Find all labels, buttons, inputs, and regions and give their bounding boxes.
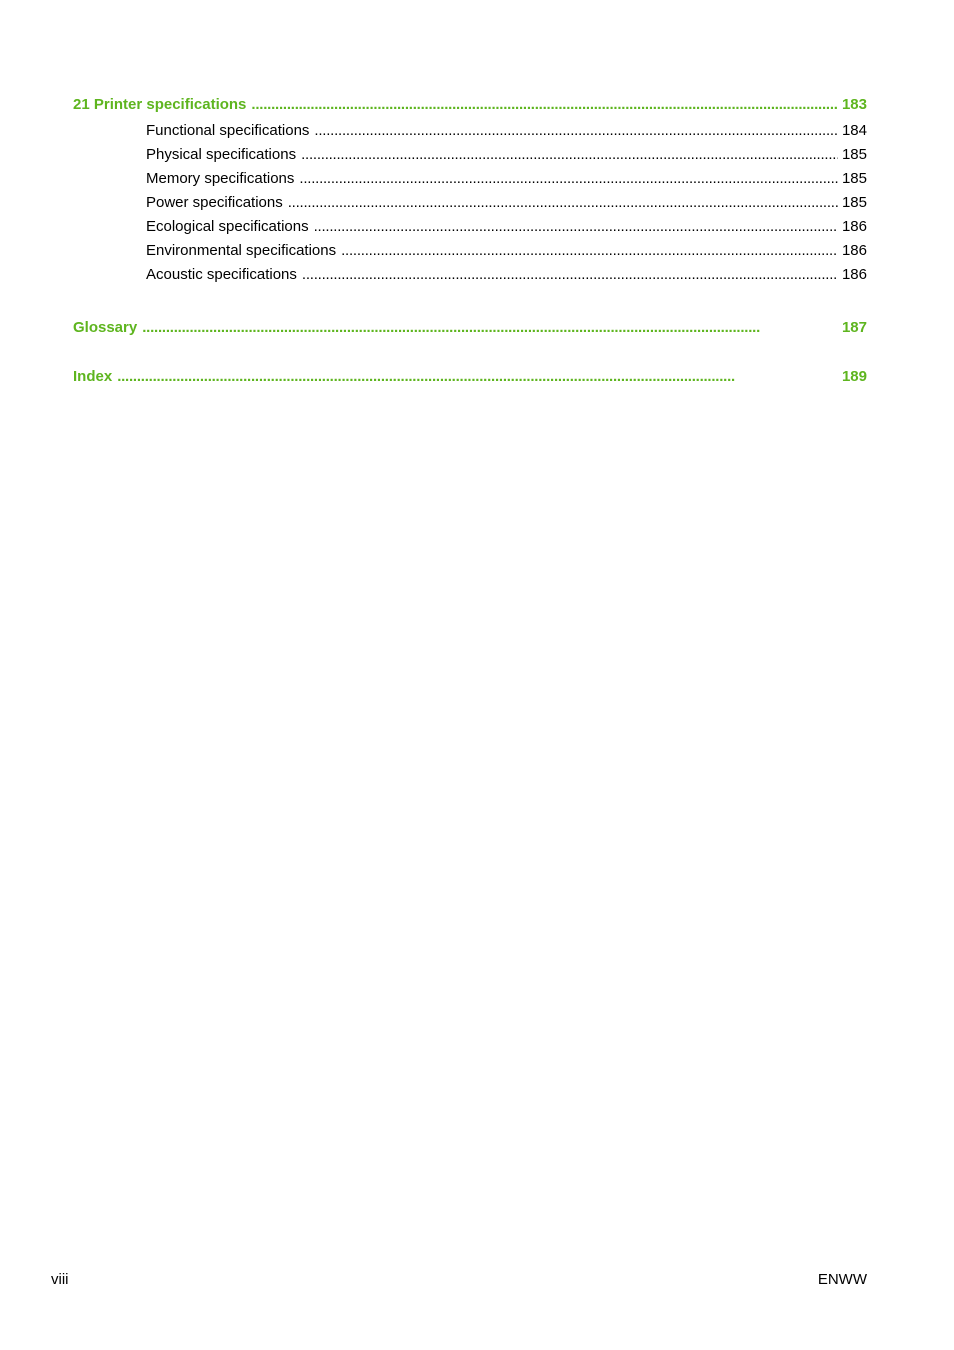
toc-entry-title[interactable]: Physical specifications <box>146 146 297 163</box>
toc-leader-dots <box>142 318 838 338</box>
toc-entry-functional-specifications[interactable] <box>73 121 867 141</box>
toc-leader-dots <box>314 217 838 237</box>
toc-leader-dots <box>302 265 838 285</box>
toc-leader-dots <box>117 367 838 387</box>
toc-entry-title[interactable]: Index <box>73 368 113 385</box>
toc-entry-title[interactable] <box>73 95 246 115</box>
toc-page-number[interactable]: 185 <box>841 170 867 187</box>
toc-leader-dots <box>299 169 838 189</box>
toc-entry-title[interactable]: Memory specifications <box>146 170 295 187</box>
toc-entry-index[interactable] <box>73 367 867 387</box>
footer-label: ENWW <box>817 1271 867 1288</box>
toc-page-number[interactable]: 183 <box>841 96 867 113</box>
toc-entry-title[interactable]: Functional specifications <box>146 122 310 139</box>
toc-entry-glossary[interactable] <box>73 318 867 338</box>
toc-leader-dots <box>341 241 838 261</box>
toc-entry-power-specifications[interactable] <box>73 193 867 213</box>
toc-entry-title[interactable]: Ecological specifications <box>146 218 309 235</box>
toc-link[interactable]: 21 Printer specifications <box>73 96 247 113</box>
toc-page-number[interactable]: 189 <box>841 368 867 385</box>
toc-page-number[interactable]: 186 <box>841 218 867 235</box>
toc-entry-title[interactable]: Environmental specifications <box>146 242 337 259</box>
toc-page-number[interactable]: 184 <box>841 122 867 139</box>
toc-entry-chapter-21[interactable] <box>73 95 867 115</box>
toc-entry-title[interactable]: Power specifications <box>146 194 283 211</box>
toc-page-number[interactable]: 185 <box>841 146 867 163</box>
toc-entry-ecological-specifications[interactable] <box>73 217 867 237</box>
toc-page-number[interactable]: 187 <box>841 319 867 336</box>
toc-page-number[interactable]: 185 <box>841 194 867 211</box>
toc-entry-acoustic-specifications[interactable] <box>73 265 867 285</box>
toc-entry-memory-specifications[interactable] <box>73 169 867 189</box>
toc-entry-environmental-specifications[interactable] <box>73 241 867 261</box>
toc-page-number[interactable]: 186 <box>841 242 867 259</box>
toc-leader-dots <box>288 193 838 213</box>
toc-entry-physical-specifications[interactable] <box>73 145 867 165</box>
toc-entry-title[interactable]: Acoustic specifications <box>146 266 297 283</box>
toc-page-number[interactable]: 186 <box>841 266 867 283</box>
toc-entry-title[interactable]: Glossary <box>73 319 138 336</box>
toc-leader-dots <box>314 121 838 141</box>
toc-leader-dots <box>301 145 838 165</box>
toc-leader-dots <box>251 95 838 115</box>
footer-page-number: viii <box>51 1271 69 1288</box>
